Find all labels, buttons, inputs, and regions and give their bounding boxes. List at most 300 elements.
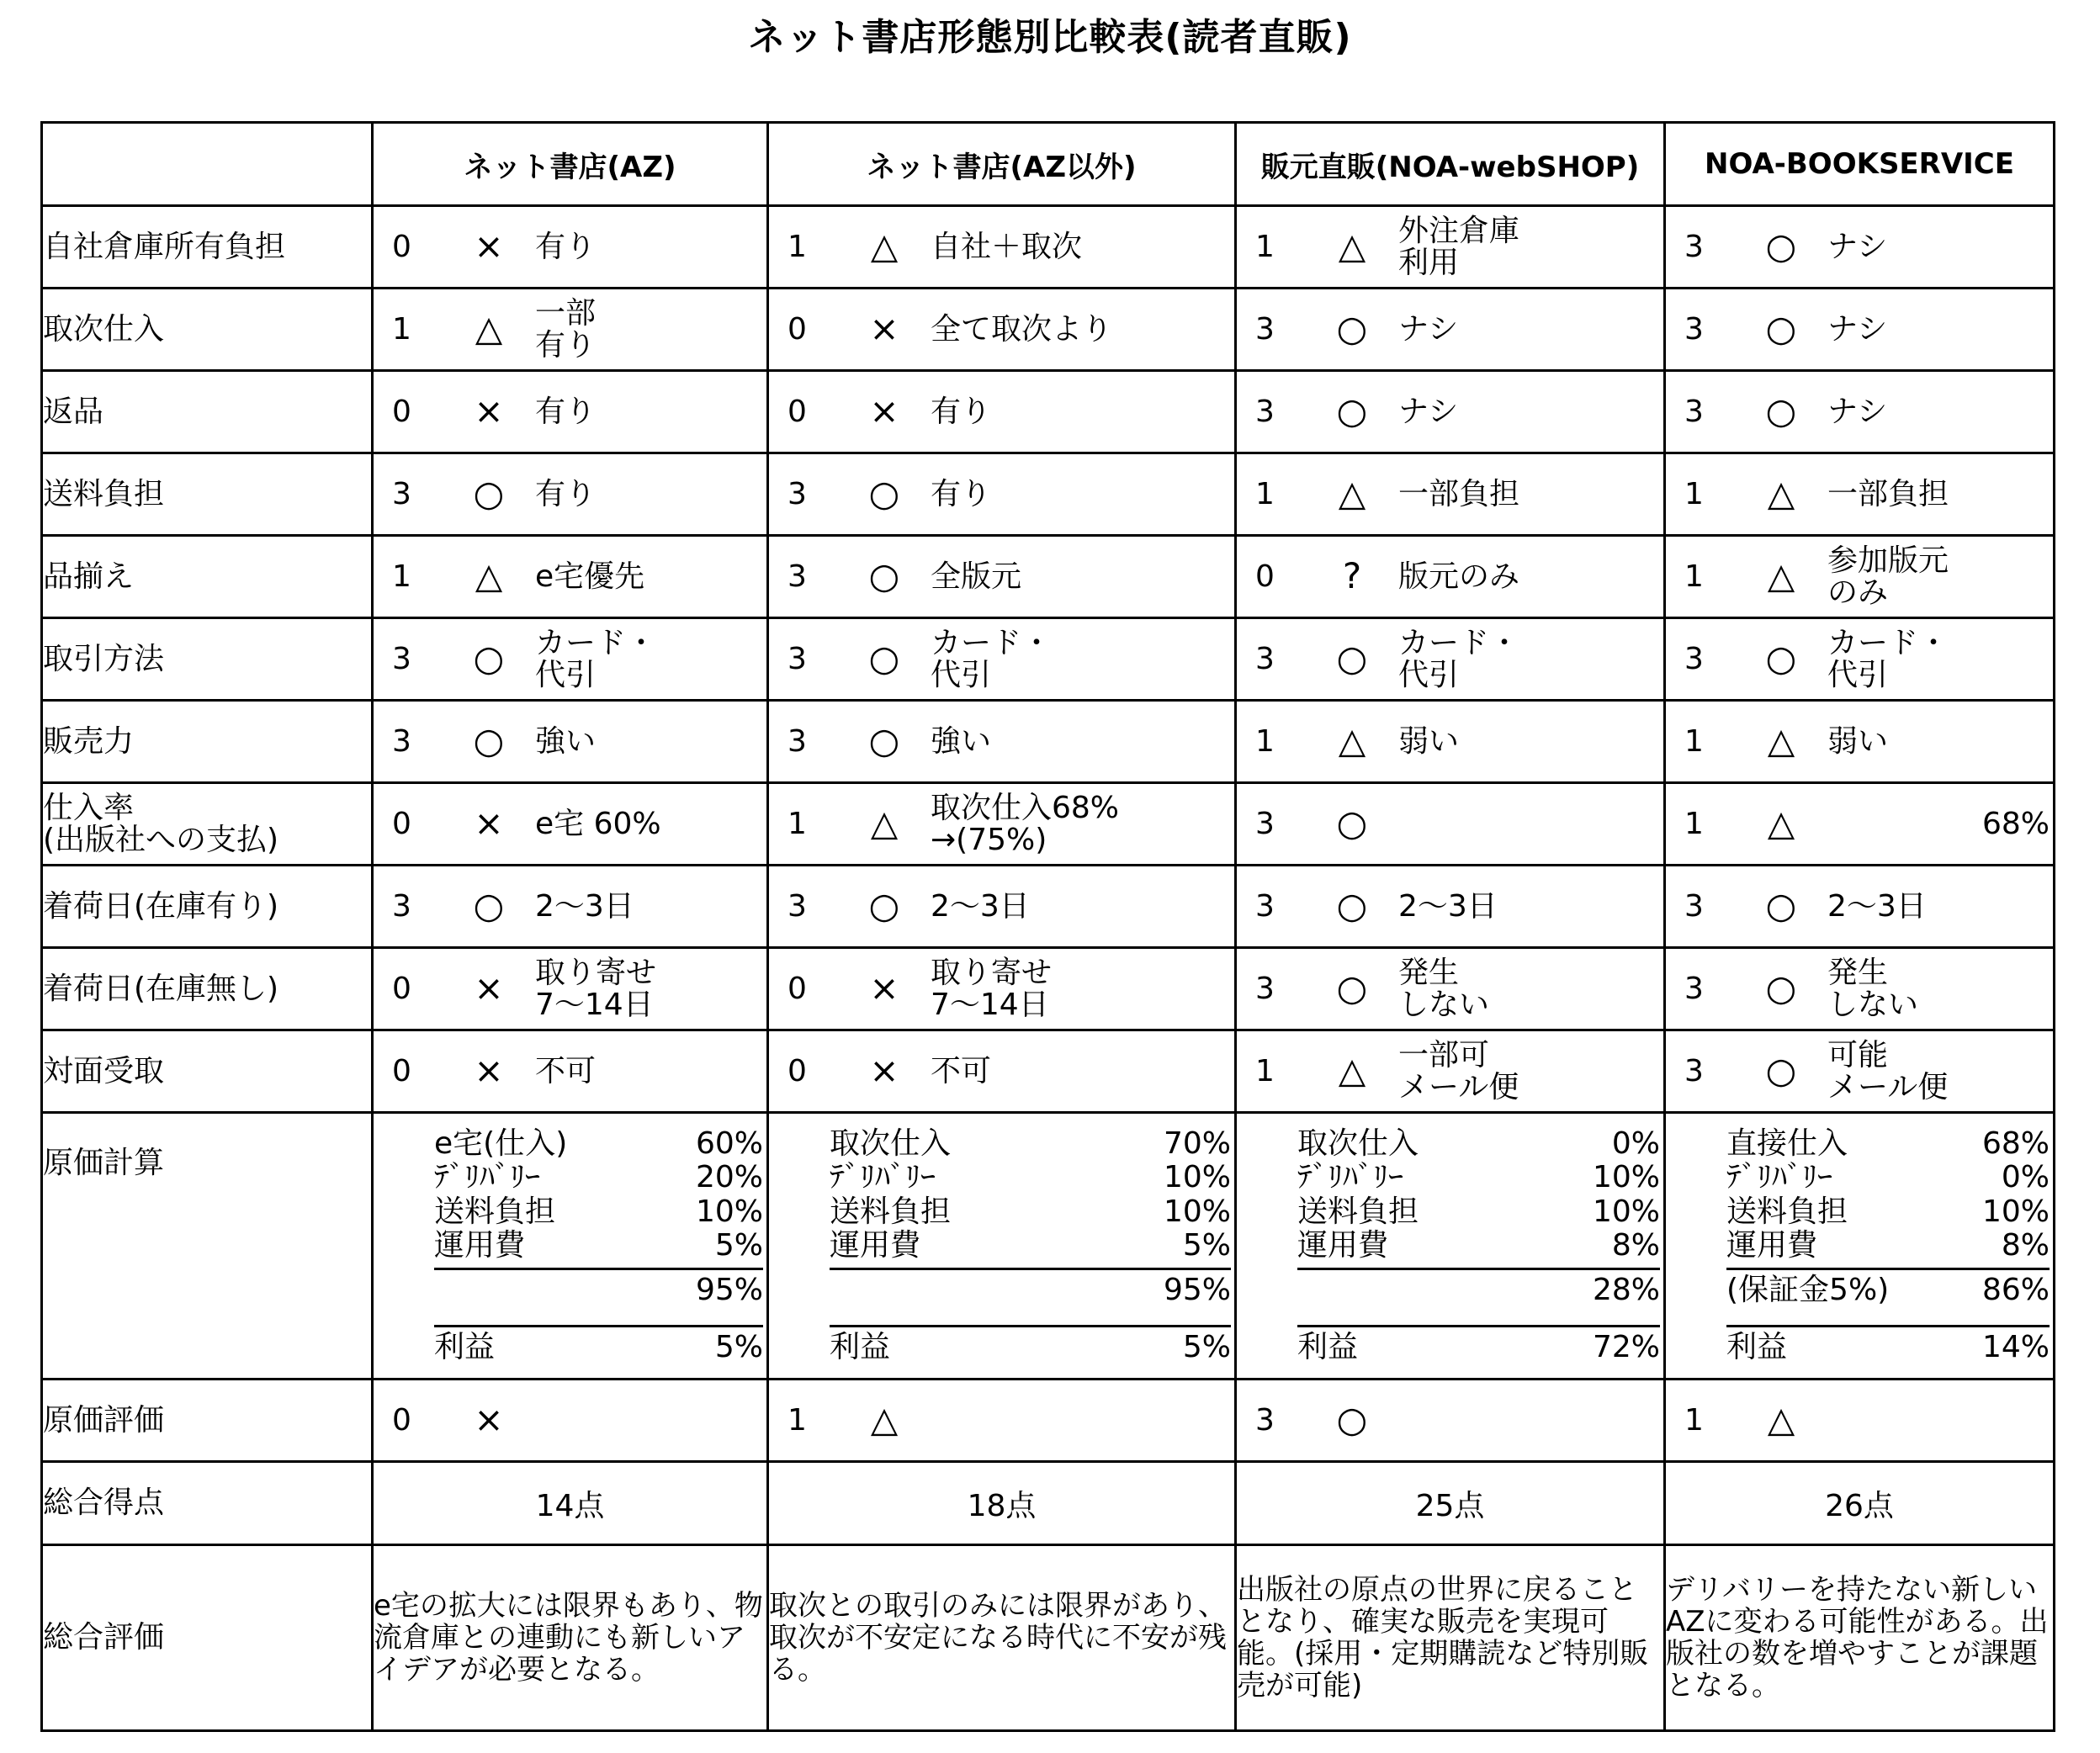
rating-cell-content [769,792,1234,856]
cost-calc-row [42,1113,2055,1380]
score-value: 3 [1684,394,1704,429]
score-value: 3 [392,723,411,759]
cost-line [830,1127,1231,1161]
cost-item-value: 5% [1182,1228,1231,1263]
cost-line [1297,1229,1660,1263]
score-value: 1 [1255,476,1275,511]
rating-mark: ○ [868,638,900,680]
header-row [42,123,2055,206]
cost-item-label: 取次仕入 [830,1126,952,1162]
row-label: 仕入率 (出版社への支払) [42,783,373,866]
cost-item-value: 60% [695,1126,763,1162]
row-label: 総合得点 [42,1462,373,1545]
cost-item-value: 70% [1163,1126,1231,1162]
rating-mark: △ [1767,473,1795,515]
cost-subtotal-line [1726,1274,2050,1307]
cost-divider [1297,1325,1660,1327]
rating-mark: △ [1338,225,1366,267]
rating-cell-content [1237,555,1663,597]
rating-cell [373,866,768,948]
rating-cell-content [374,802,766,845]
cost-line [1726,1195,2050,1229]
rating-mark: △ [1767,1399,1795,1441]
score-value: 3 [1684,888,1704,924]
cost-item-label: 送料負担 [1726,1194,1848,1229]
cost-subtotal: 86% [1981,1273,2050,1308]
rating-cell-content [769,390,1234,432]
profit-value: 5% [1182,1329,1231,1364]
score-value: 3 [392,641,411,676]
score-value: 0 [392,229,411,264]
total-score: 25点 [1236,1462,1665,1545]
summary-row [42,1545,2055,1731]
score-value: 0 [788,394,807,429]
rating-note: 弱い [1398,723,1460,759]
score-value: 3 [1684,1053,1704,1088]
criteria-row [42,453,2055,536]
column-header: NOA-BOOKSERVICE [1665,123,2055,206]
cost-item-value: 0% [2001,1160,2050,1195]
summary-text: デリバリーを持たない新しいAZに変わる可能性がある。出版社の数を増やすことが課題となる。 [1665,1545,2055,1731]
rating-cell-content [374,555,766,597]
rating-cell-content [1666,1399,2053,1441]
rating-note: 有り [931,394,992,429]
rating-cell [1236,783,1665,866]
profit-line [1297,1331,1660,1364]
rating-cell-content [1666,390,2053,432]
rating-cell [1665,206,2055,289]
cost-item-label: ﾃﾞﾘﾊﾞﾘｰ [1297,1160,1403,1195]
score-value: 3 [1255,806,1275,841]
rating-mark: × [474,802,504,845]
cost-subtotal-line [1297,1274,1660,1307]
row-label: 着荷日(在庫無し) [42,948,373,1030]
cost-item-value: 0% [1611,1126,1660,1162]
rating-note: ナシ [1827,394,1888,429]
rating-cell [768,1380,1236,1462]
rating-cell-content [1666,545,2053,609]
rating-mark: △ [475,555,503,597]
rating-cell [1236,206,1665,289]
rating-mark: ○ [1336,967,1368,1009]
rating-mark: × [474,1399,504,1441]
rating-mark: △ [1338,473,1366,515]
cost-item-value: 10% [1163,1160,1231,1195]
rating-cell-content [374,625,766,692]
rating-cell [768,371,1236,453]
summary-text: 出版社の原点の世界に戻ることとなり、確実な販売を実現可能。(採用・定期購読など特別販売が可能) [1236,1545,1665,1731]
score-value: 0 [392,971,411,1006]
rating-cell [1236,1030,1665,1113]
cost-line [830,1161,1231,1194]
rating-cell-content [1666,225,2053,267]
cost-divider [1297,1268,1660,1270]
rating-cell [373,371,768,453]
rating-mark: ○ [868,720,900,762]
rating-cell [768,1030,1236,1113]
score-value: 1 [1684,1402,1704,1438]
rating-mark: △ [1767,720,1795,762]
rating-cell-content [769,1050,1234,1092]
rating-cell [373,453,768,536]
score-value: 3 [788,888,807,924]
score-value: 3 [392,888,411,924]
rating-cell-content [769,1399,1234,1441]
row-label: 販売力 [42,701,373,783]
rating-cell [373,701,768,783]
cost-breakdown [1297,1127,1660,1364]
score-value: 1 [788,806,807,841]
score-value: 3 [1255,971,1275,1006]
cost-subtotal-line [830,1274,1231,1307]
score-value: 0 [392,1053,411,1088]
score-value: 1 [392,311,411,347]
row-label: 原価計算 [42,1113,373,1380]
row-label: 取引方法 [42,618,373,701]
criteria-row [42,783,2055,866]
column-header: 販元直販(NOA-webSHOP) [1236,123,1665,206]
rating-cell [1665,371,2055,453]
rating-cell-content [374,1050,766,1092]
rating-mark: ○ [473,638,505,680]
score-value: 1 [1684,806,1704,841]
cost-item-label: 運用費 [1297,1228,1389,1263]
profit-label: 利益 [1297,1329,1359,1364]
rating-note: 一部負担 [1398,476,1520,511]
rating-cell-content [374,390,766,432]
rating-cell [1665,783,2055,866]
cost-cell [373,1113,768,1380]
rating-cell [1236,453,1665,536]
comparison-table [40,121,2055,1732]
rating-cell-content [769,720,1234,762]
rating-mark: △ [1767,802,1795,845]
score-value: 3 [1684,971,1704,1006]
rating-mark: ○ [1336,885,1368,927]
score-value: 3 [1255,641,1275,676]
rating-note: カード・ 代引 [1398,625,1520,692]
rating-cell [1665,536,2055,618]
cost-divider [1726,1325,2050,1327]
rating-cell-content [374,885,766,927]
cost-line [434,1127,763,1161]
rating-mark: × [474,1050,504,1092]
rating-cell [1236,371,1665,453]
rating-cell [1665,1380,2055,1462]
row-label: 取次仕入 [42,289,373,371]
cost-line [1297,1195,1660,1229]
cost-line [1726,1161,2050,1194]
cost-line [434,1229,763,1263]
rating-note: 参加版元 のみ [1827,543,1949,610]
spacer [1297,1308,1660,1320]
rating-note: ナシ [1398,311,1459,347]
score-value: 1 [788,229,807,264]
rating-cell [768,289,1236,371]
rating-note: 不可 [931,1053,992,1088]
cost-item-label: 送料負担 [830,1194,952,1229]
score-value: 3 [788,476,807,511]
rating-cell [373,206,768,289]
rating-mark: ○ [1336,390,1368,432]
criteria-row [42,206,2055,289]
rating-cell-content [1666,1037,2053,1104]
profit-value: 5% [714,1329,763,1364]
rating-mark: ○ [1765,308,1797,350]
rating-cell-content [1237,625,1663,692]
rating-mark: ○ [1336,638,1368,680]
rating-cell-content [1666,473,2053,515]
rating-mark: ○ [1765,967,1797,1009]
rating-mark: × [869,967,899,1009]
profit-value: 72% [1592,1329,1660,1364]
rating-cell-content [374,957,766,1021]
cost-item-value: 20% [695,1160,763,1195]
cost-item-value: 10% [1163,1194,1231,1229]
column-header: ネット書店(AZ以外) [768,123,1236,206]
rating-note: 自社＋取次 [931,229,1083,264]
rating-cell-content [1666,802,2053,845]
cost-cell [1665,1113,2055,1380]
rating-cell-content [769,957,1234,1021]
rating-cell [1665,701,2055,783]
rating-mark: ○ [868,473,900,515]
rating-note: e宅 60% [535,806,661,841]
rating-cell-content [1237,720,1663,762]
rating-cell [1665,289,2055,371]
cost-line [434,1161,763,1194]
rating-note: 発生 しない [1827,955,1919,1022]
cost-subtotal: 28% [1592,1273,1660,1308]
criteria-row [42,371,2055,453]
rating-note: カード・ 代引 [931,625,1053,692]
score-value: 3 [788,641,807,676]
rating-cell [768,866,1236,948]
rating-mark: △ [870,1399,899,1441]
cost-divider [434,1325,763,1327]
page-title: ネット書店形態別比較表(読者直販) [748,16,1352,59]
rating-cell [373,289,768,371]
rating-cell [1665,1030,2055,1113]
rating-mark: ○ [1765,1050,1797,1092]
score-value: 3 [788,559,807,594]
rating-cell-content [1237,308,1663,350]
rating-mark: ○ [868,885,900,927]
rating-cell-content [1666,308,2053,350]
cost-item-value: 10% [695,1194,763,1229]
cost-item-label: 送料負担 [1297,1194,1419,1229]
score-value: 0 [788,311,807,347]
rating-cell-content [1237,1399,1663,1441]
rating-cell-content [1237,215,1663,279]
rating-cell-content [1237,1037,1663,1104]
cost-line [1297,1127,1660,1161]
cost-divider [830,1325,1231,1327]
rating-cell [768,206,1236,289]
rating-mark: × [474,967,504,1009]
rating-cell [1236,866,1665,948]
profit-line [830,1331,1231,1364]
rating-cell-content [1666,720,2053,762]
criteria-row [42,618,2055,701]
cost-subtotal: 95% [695,1273,763,1308]
rating-note: 有り [535,229,597,264]
rating-note: ナシ [1827,311,1888,347]
cost-item-label: 取次仕入 [1297,1126,1419,1162]
rating-note: 一部 有り [535,295,597,363]
row-label: 返品 [42,371,373,453]
cost-item-label: ﾃﾞﾘﾊﾞﾘｰ [830,1160,936,1195]
cost-item-value: 8% [2001,1228,2050,1263]
criteria-row [42,948,2055,1030]
spacer [830,1308,1231,1320]
rating-cell-content [769,625,1234,692]
criteria-row [42,289,2055,371]
rating-cell-content [1237,802,1663,845]
cost-subtotal: 95% [1163,1273,1231,1308]
cost-item-label: 送料負担 [434,1194,556,1229]
rating-note: カード・ 代引 [1827,625,1949,692]
rating-cell-content [1237,473,1663,515]
score-value: 0 [392,806,411,841]
score-value: 3 [788,723,807,759]
total-score: 18点 [768,1462,1236,1545]
rating-note: 強い [931,723,992,759]
rating-note: カード・ 代引 [535,625,657,692]
rating-cell-content [374,1399,766,1441]
rating-note: 有り [535,394,597,429]
rating-note: e宅優先 [535,559,645,594]
rating-note: 版元のみ [1398,559,1520,594]
cost-item-label: 直接仕入 [1726,1126,1848,1162]
rating-note: 68% [1981,806,2050,841]
score-value: 3 [1255,311,1275,347]
cost-divider [434,1268,763,1270]
rating-note: 2～3日 [931,888,1030,924]
score-value: 0 [392,394,411,429]
profit-value: 14% [1981,1329,2050,1364]
rating-mark: ○ [473,473,505,515]
rating-note: 2～3日 [1827,888,1927,924]
rating-mark: △ [1767,555,1795,597]
cost-cell [768,1113,1236,1380]
rating-cell [1236,1380,1665,1462]
rating-mark: △ [1338,720,1366,762]
total-score: 26点 [1665,1462,2055,1545]
rating-mark: △ [870,225,899,267]
rating-mark: × [474,225,504,267]
rating-mark: ○ [1765,885,1797,927]
score-value: 3 [1255,394,1275,429]
corner-cell [42,123,373,206]
criteria-row [42,1030,2055,1113]
cost-item-label: ﾃﾞﾘﾊﾞﾘｰ [434,1160,540,1195]
rating-cell [1665,866,2055,948]
rating-mark: ○ [1336,308,1368,350]
rating-mark: △ [870,802,899,845]
rating-cell-content [374,225,766,267]
cost-subtotal-label: (保証金5%) [1726,1273,1890,1308]
cost-item-value: 10% [1592,1160,1660,1195]
rating-cell-content [1666,625,2053,692]
score-value: 3 [1684,641,1704,676]
rating-note: 不可 [535,1053,597,1088]
rating-cell-content [374,473,766,515]
rating-mark: × [869,308,899,350]
profit-label: 利益 [1726,1329,1788,1364]
rating-note: 強い [535,723,597,759]
cost-item-value: 10% [1592,1194,1660,1229]
row-label: 総合評価 [42,1545,373,1731]
spacer [1726,1308,2050,1320]
profit-label: 利益 [434,1329,496,1364]
rating-cell [1236,948,1665,1030]
rating-mark: ○ [473,720,505,762]
rating-note: 全版元 [931,559,1022,594]
score-value: 1 [1255,1053,1275,1088]
cost-item-label: e宅(仕入) [434,1126,568,1162]
rating-cell-content [769,308,1234,350]
rating-cell-content [769,225,1234,267]
rating-note: 外注倉庫 利用 [1398,213,1520,280]
row-label: 送料負担 [42,453,373,536]
profit-label: 利益 [830,1329,891,1364]
score-value: 1 [392,559,411,594]
rating-cell [1236,289,1665,371]
rating-cell-content [769,555,1234,597]
cost-line [1297,1161,1660,1194]
summary-text: e宅の拡大には限界もあり、物流倉庫との連動にも新しいアイデアが必要となる。 [373,1545,768,1731]
rating-cell [373,948,768,1030]
rating-cell [373,1030,768,1113]
total-score-row [42,1462,2055,1545]
rating-mark: ○ [1336,1399,1368,1441]
rating-note: 弱い [1827,723,1889,759]
rating-note: 可能 メール便 [1827,1037,1949,1104]
rating-note: ナシ [1827,229,1888,264]
cost-item-value: 5% [714,1228,763,1263]
rating-cell [768,701,1236,783]
rating-note: 有り [535,476,597,511]
rating-cell [768,453,1236,536]
rating-cell [768,948,1236,1030]
cost-cell [1236,1113,1665,1380]
rating-note: 発生 しない [1398,955,1490,1022]
rating-cell [373,536,768,618]
rating-note: 一部負担 [1827,476,1949,511]
cost-subtotal-line [434,1274,763,1307]
rating-cell [1236,536,1665,618]
row-label: 着荷日(在庫有り) [42,866,373,948]
rating-mark: × [869,1050,899,1092]
score-value: 1 [1684,559,1704,594]
rating-cell-content [769,473,1234,515]
rating-mark: ○ [1765,390,1797,432]
rating-cell [373,1380,768,1462]
cost-breakdown [830,1127,1231,1364]
rating-mark: △ [1338,1050,1366,1092]
rating-cell-content [1237,885,1663,927]
cost-eval-row [42,1380,2055,1462]
cost-item-value: 8% [1611,1228,1660,1263]
rating-note: 取次仕入68% →(75%) [931,790,1120,857]
rating-mark: × [474,390,504,432]
rating-cell-content [769,885,1234,927]
rating-cell [768,618,1236,701]
summary-text: 取次との取引のみには限界があり、取次が不安定になる時代に不安が残る。 [768,1545,1236,1731]
rating-cell [768,783,1236,866]
criteria-row [42,866,2055,948]
